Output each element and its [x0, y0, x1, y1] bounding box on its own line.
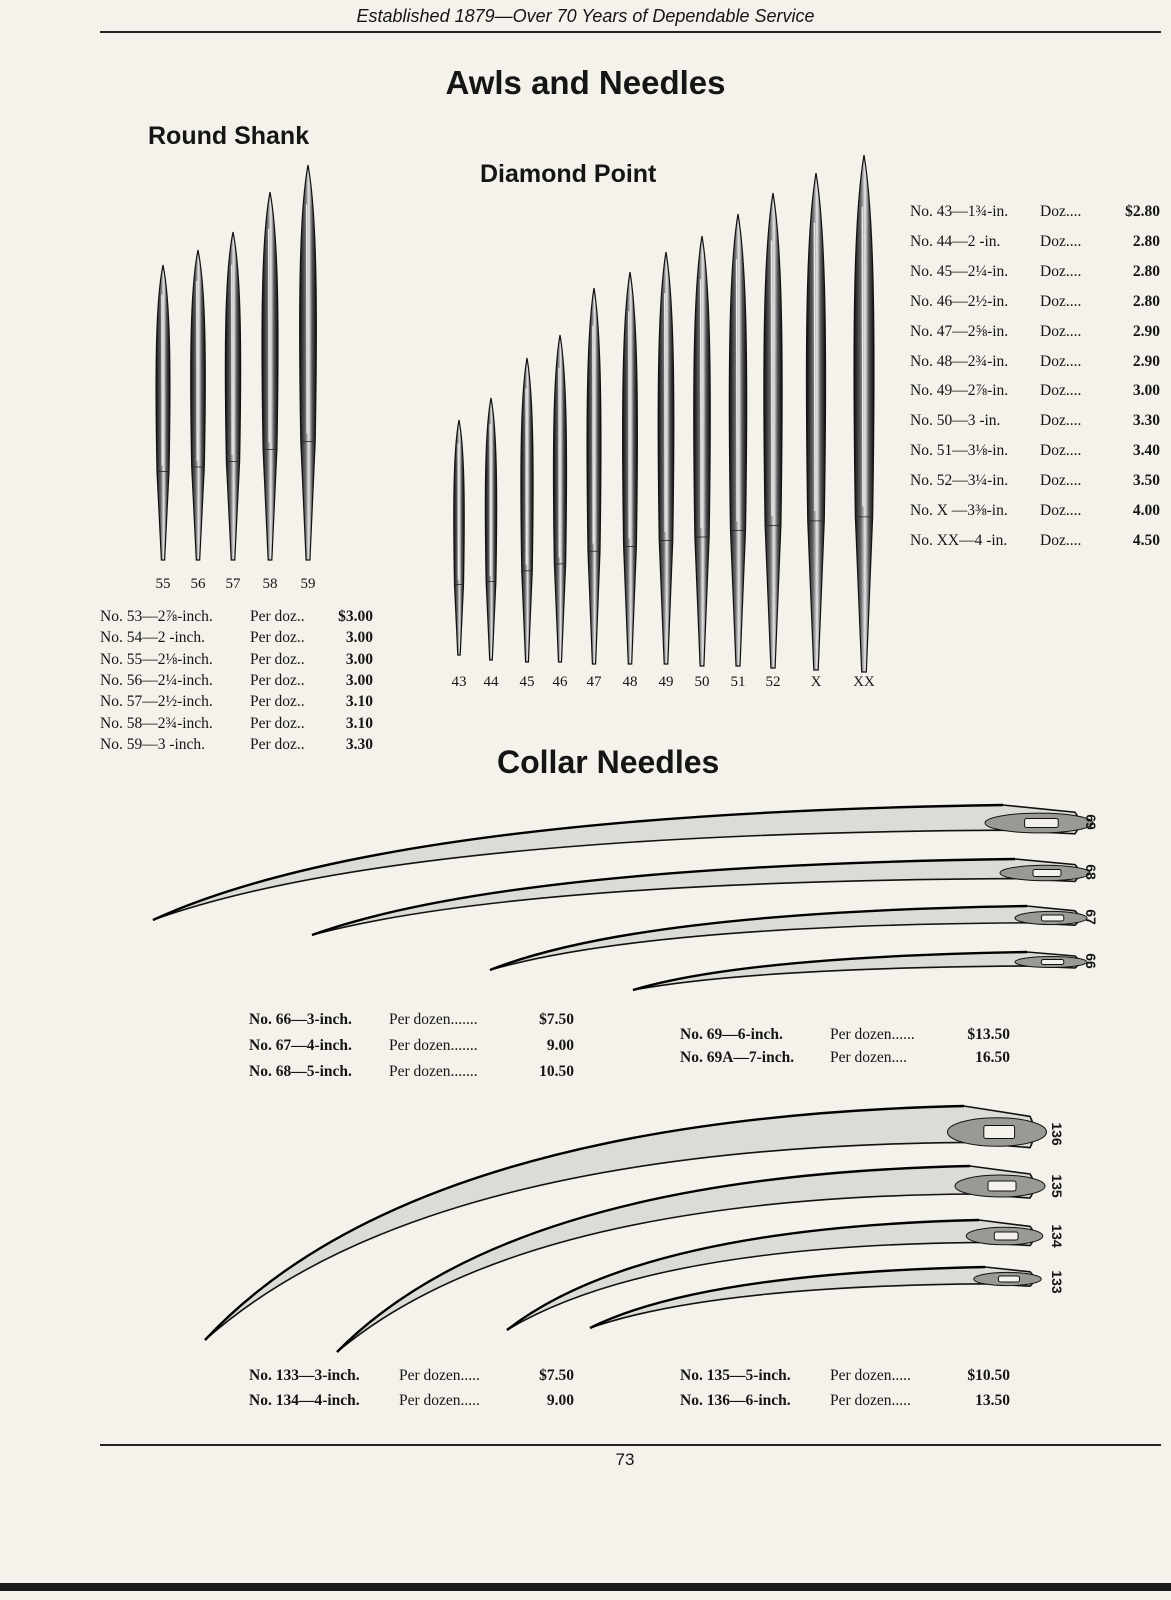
diamond-point-price-row — [910, 502, 1165, 520]
diamond-point-awl — [658, 252, 674, 664]
item-number: No. 136—6-inch. — [680, 1392, 791, 1409]
price: 16.50 — [975, 1049, 1010, 1066]
price: 2.90 — [1132, 352, 1160, 370]
round-shank-price-row — [100, 608, 375, 626]
collar-price-row — [249, 1392, 574, 1410]
diamond-point-awl — [854, 155, 874, 672]
item-number: No. 53—2⅞-inch. — [100, 608, 213, 625]
item-number: No. 56—2¼-inch. — [100, 671, 213, 689]
diamond-point-price-row — [910, 203, 1165, 221]
diamond-point-price-row — [910, 323, 1165, 341]
unit: Per dozen....... — [389, 1011, 478, 1028]
unit: Doz.... — [1040, 412, 1082, 430]
collar-needle-label: 67 — [1083, 909, 1099, 925]
unit: Doz.... — [1040, 232, 1082, 250]
unit: Per doz.. — [250, 693, 305, 711]
round-shank-heading: Round Shank — [148, 122, 310, 150]
unit: Doz.... — [1040, 322, 1082, 340]
price: $10.50 — [967, 1367, 1010, 1384]
price: 4.00 — [1132, 502, 1160, 519]
diamond-point-price-row — [910, 263, 1165, 281]
diamond-point-label: 50 — [694, 674, 710, 690]
item-number: No. 52—3¼-in. — [910, 472, 1009, 490]
diamond-point-label: 44 — [483, 674, 499, 690]
round-shank-awl — [262, 192, 278, 560]
collar-needle-label: 136 — [1049, 1122, 1065, 1146]
diamond-point-label: 43 — [451, 674, 467, 690]
price: 3.00 — [1132, 382, 1160, 400]
price: 4.50 — [1132, 531, 1160, 549]
collar-needle-label: 68 — [1083, 864, 1099, 880]
price: $2.80 — [1125, 203, 1160, 220]
diamond-point-awl — [764, 193, 782, 668]
diamond-point-price-row — [910, 442, 1165, 460]
unit: Doz.... — [1040, 502, 1082, 519]
round-shank-label: 58 — [262, 576, 278, 592]
item-number: No. X —3⅜-in. — [910, 502, 1008, 519]
price: 2.80 — [1132, 262, 1160, 280]
item-number: No. 47—2⅝-in. — [910, 322, 1009, 340]
diamond-point-price-row — [910, 532, 1165, 550]
unit: Per dozen..... — [830, 1367, 911, 1384]
item-number: No. 50—3 -in. — [910, 412, 1001, 430]
diamond-point-awl — [729, 214, 746, 666]
collar-needle — [633, 952, 1087, 990]
item-number: No. 135—5-inch. — [680, 1367, 791, 1384]
collar-needles-heading: Collar Needles — [497, 744, 720, 780]
unit: Doz.... — [1040, 352, 1082, 370]
diamond-point-awl — [623, 272, 638, 664]
unit: Per doz.. — [250, 629, 305, 647]
collar-needle-label: 134 — [1049, 1224, 1065, 1248]
diamond-point-label: 48 — [622, 674, 638, 690]
collar-price-row — [680, 1367, 1010, 1385]
round-shank-awl — [191, 250, 206, 560]
scan-edge — [0, 1583, 1171, 1591]
unit: Per doz.. — [250, 714, 305, 732]
unit: Per dozen.... — [830, 1049, 908, 1066]
diamond-point-awl — [553, 335, 566, 662]
item-number: No. 66—3-inch. — [249, 1011, 352, 1028]
price: 2.80 — [1132, 232, 1160, 250]
diamond-point-label: 52 — [765, 674, 781, 690]
price: 9.00 — [546, 1392, 574, 1409]
price: $7.50 — [539, 1011, 574, 1028]
diamond-point-heading: Diamond Point — [480, 160, 657, 188]
collar-price-row — [680, 1049, 1010, 1067]
item-number: No. 51—3⅛-in. — [910, 442, 1009, 460]
price: 3.10 — [345, 714, 373, 732]
round-shank-price-row — [100, 651, 375, 669]
price: 3.30 — [1132, 412, 1160, 430]
item-number: No. 67—4-inch. — [249, 1037, 352, 1054]
price: 3.50 — [1132, 472, 1160, 490]
price: 3.00 — [345, 650, 373, 668]
unit: Doz.... — [1040, 531, 1082, 549]
price: 3.00 — [345, 671, 373, 689]
item-number: No. 48—2¾-in. — [910, 352, 1009, 370]
item-number: No. 59—3 -inch. — [100, 735, 206, 753]
diamond-point-label: 51 — [730, 674, 746, 690]
unit: Doz.... — [1040, 292, 1082, 310]
item-number: No. 69A—7-inch. — [680, 1049, 795, 1066]
round-shank-price-row — [100, 672, 375, 690]
price: $7.50 — [539, 1367, 574, 1384]
price: 2.90 — [1132, 322, 1160, 340]
diamond-point-price-row — [910, 472, 1165, 490]
item-number: No. 58—2¾-inch. — [100, 714, 213, 732]
diamond-point-label: 45 — [519, 674, 535, 690]
price: 13.50 — [975, 1392, 1010, 1409]
diamond-point-price-row — [910, 382, 1165, 400]
unit: Per doz.. — [250, 608, 305, 625]
collar-needle-label: 69 — [1083, 814, 1099, 830]
unit: Doz.... — [1040, 472, 1082, 490]
page-title: Awls and Needles — [445, 64, 726, 101]
round-shank-awl — [225, 232, 240, 560]
collar-needle-label: 133 — [1049, 1270, 1065, 1294]
item-number: No. 44—2 -in. — [910, 232, 1001, 250]
collar-needle-label: 135 — [1049, 1174, 1065, 1198]
round-shank-label: 56 — [190, 576, 206, 592]
diamond-point-awl — [806, 173, 825, 670]
diamond-point-label: 47 — [586, 674, 602, 690]
diamond-point-label: XX — [853, 674, 875, 690]
diamond-point-awl — [694, 236, 710, 666]
round-shank-price-row — [100, 693, 375, 711]
price: 3.40 — [1132, 442, 1160, 460]
price: 9.00 — [546, 1037, 574, 1054]
collar-price-row — [680, 1392, 1010, 1410]
item-number: No. 69—6-inch. — [680, 1026, 783, 1043]
collar-price-row — [249, 1063, 574, 1081]
round-shank-price-row — [100, 715, 375, 733]
price: 3.10 — [345, 693, 373, 711]
price: $13.50 — [967, 1026, 1010, 1043]
item-number: No. 57—2½-inch. — [100, 693, 213, 711]
unit: Per dozen..... — [399, 1392, 480, 1409]
collar-price-row — [249, 1011, 574, 1029]
price: $3.00 — [338, 608, 373, 625]
item-number: No. 45—2¼-in. — [910, 262, 1009, 280]
collar-price-row — [249, 1037, 574, 1055]
diamond-point-price-row — [910, 412, 1165, 430]
round-shank-label: 55 — [155, 576, 171, 592]
round-shank-price-row — [100, 736, 375, 754]
unit: Doz.... — [1040, 262, 1082, 280]
running-header: Established 1879—Over 70 Years of Dependable Service — [356, 6, 815, 26]
diamond-point-price-row — [910, 233, 1165, 251]
collar-needle — [590, 1267, 1041, 1328]
item-number: No. 55—2⅛-inch. — [100, 650, 213, 668]
page-number: 73 — [615, 1450, 635, 1469]
diamond-point-awl — [521, 358, 533, 662]
diamond-point-awl — [587, 288, 601, 664]
diamond-point-label: X — [810, 674, 822, 690]
item-number: No. 54—2 -inch. — [100, 629, 206, 647]
item-number: No. 46—2½-in. — [910, 292, 1009, 310]
unit: Doz.... — [1040, 382, 1082, 400]
unit: Per dozen....... — [389, 1037, 478, 1054]
collar-price-row — [249, 1367, 574, 1385]
diamond-point-price-row — [910, 353, 1165, 371]
round-shank-awl — [300, 165, 317, 560]
unit: Per doz.. — [250, 671, 305, 689]
diamond-point-price-row — [910, 293, 1165, 311]
unit: Per dozen..... — [830, 1392, 911, 1409]
round-shank-price-row — [100, 629, 375, 647]
item-number: No. 43—1¾-in. — [910, 203, 1009, 220]
round-shank-awl — [156, 265, 170, 560]
diamond-point-awl — [454, 420, 464, 655]
price: 3.00 — [345, 629, 373, 647]
price: 2.80 — [1132, 292, 1160, 310]
unit: Per dozen....... — [389, 1063, 478, 1080]
round-shank-label: 59 — [300, 576, 316, 592]
diamond-point-label: 46 — [552, 674, 568, 690]
footer-rule — [100, 1444, 1161, 1446]
price: 10.50 — [539, 1063, 574, 1080]
collar-needle-label: 66 — [1083, 953, 1099, 969]
round-shank-label: 57 — [225, 576, 241, 592]
unit: Per dozen...... — [830, 1026, 915, 1043]
unit: Doz.... — [1040, 203, 1082, 220]
collar-price-row — [680, 1026, 1010, 1044]
price: 3.30 — [345, 735, 373, 753]
item-number: No. XX—4 -in. — [910, 531, 1008, 549]
unit: Per dozen..... — [399, 1367, 480, 1384]
unit: Doz.... — [1040, 442, 1082, 460]
diamond-point-awl — [485, 398, 496, 660]
unit: Per doz.. — [250, 735, 305, 753]
item-number: No. 68—5-inch. — [249, 1063, 352, 1080]
item-number: No. 49—2⅞-in. — [910, 382, 1009, 400]
item-number: No. 134—4-inch. — [249, 1392, 360, 1409]
diamond-point-label: 49 — [658, 674, 674, 690]
item-number: No. 133—3-inch. — [249, 1367, 360, 1384]
unit: Per doz.. — [250, 650, 305, 668]
